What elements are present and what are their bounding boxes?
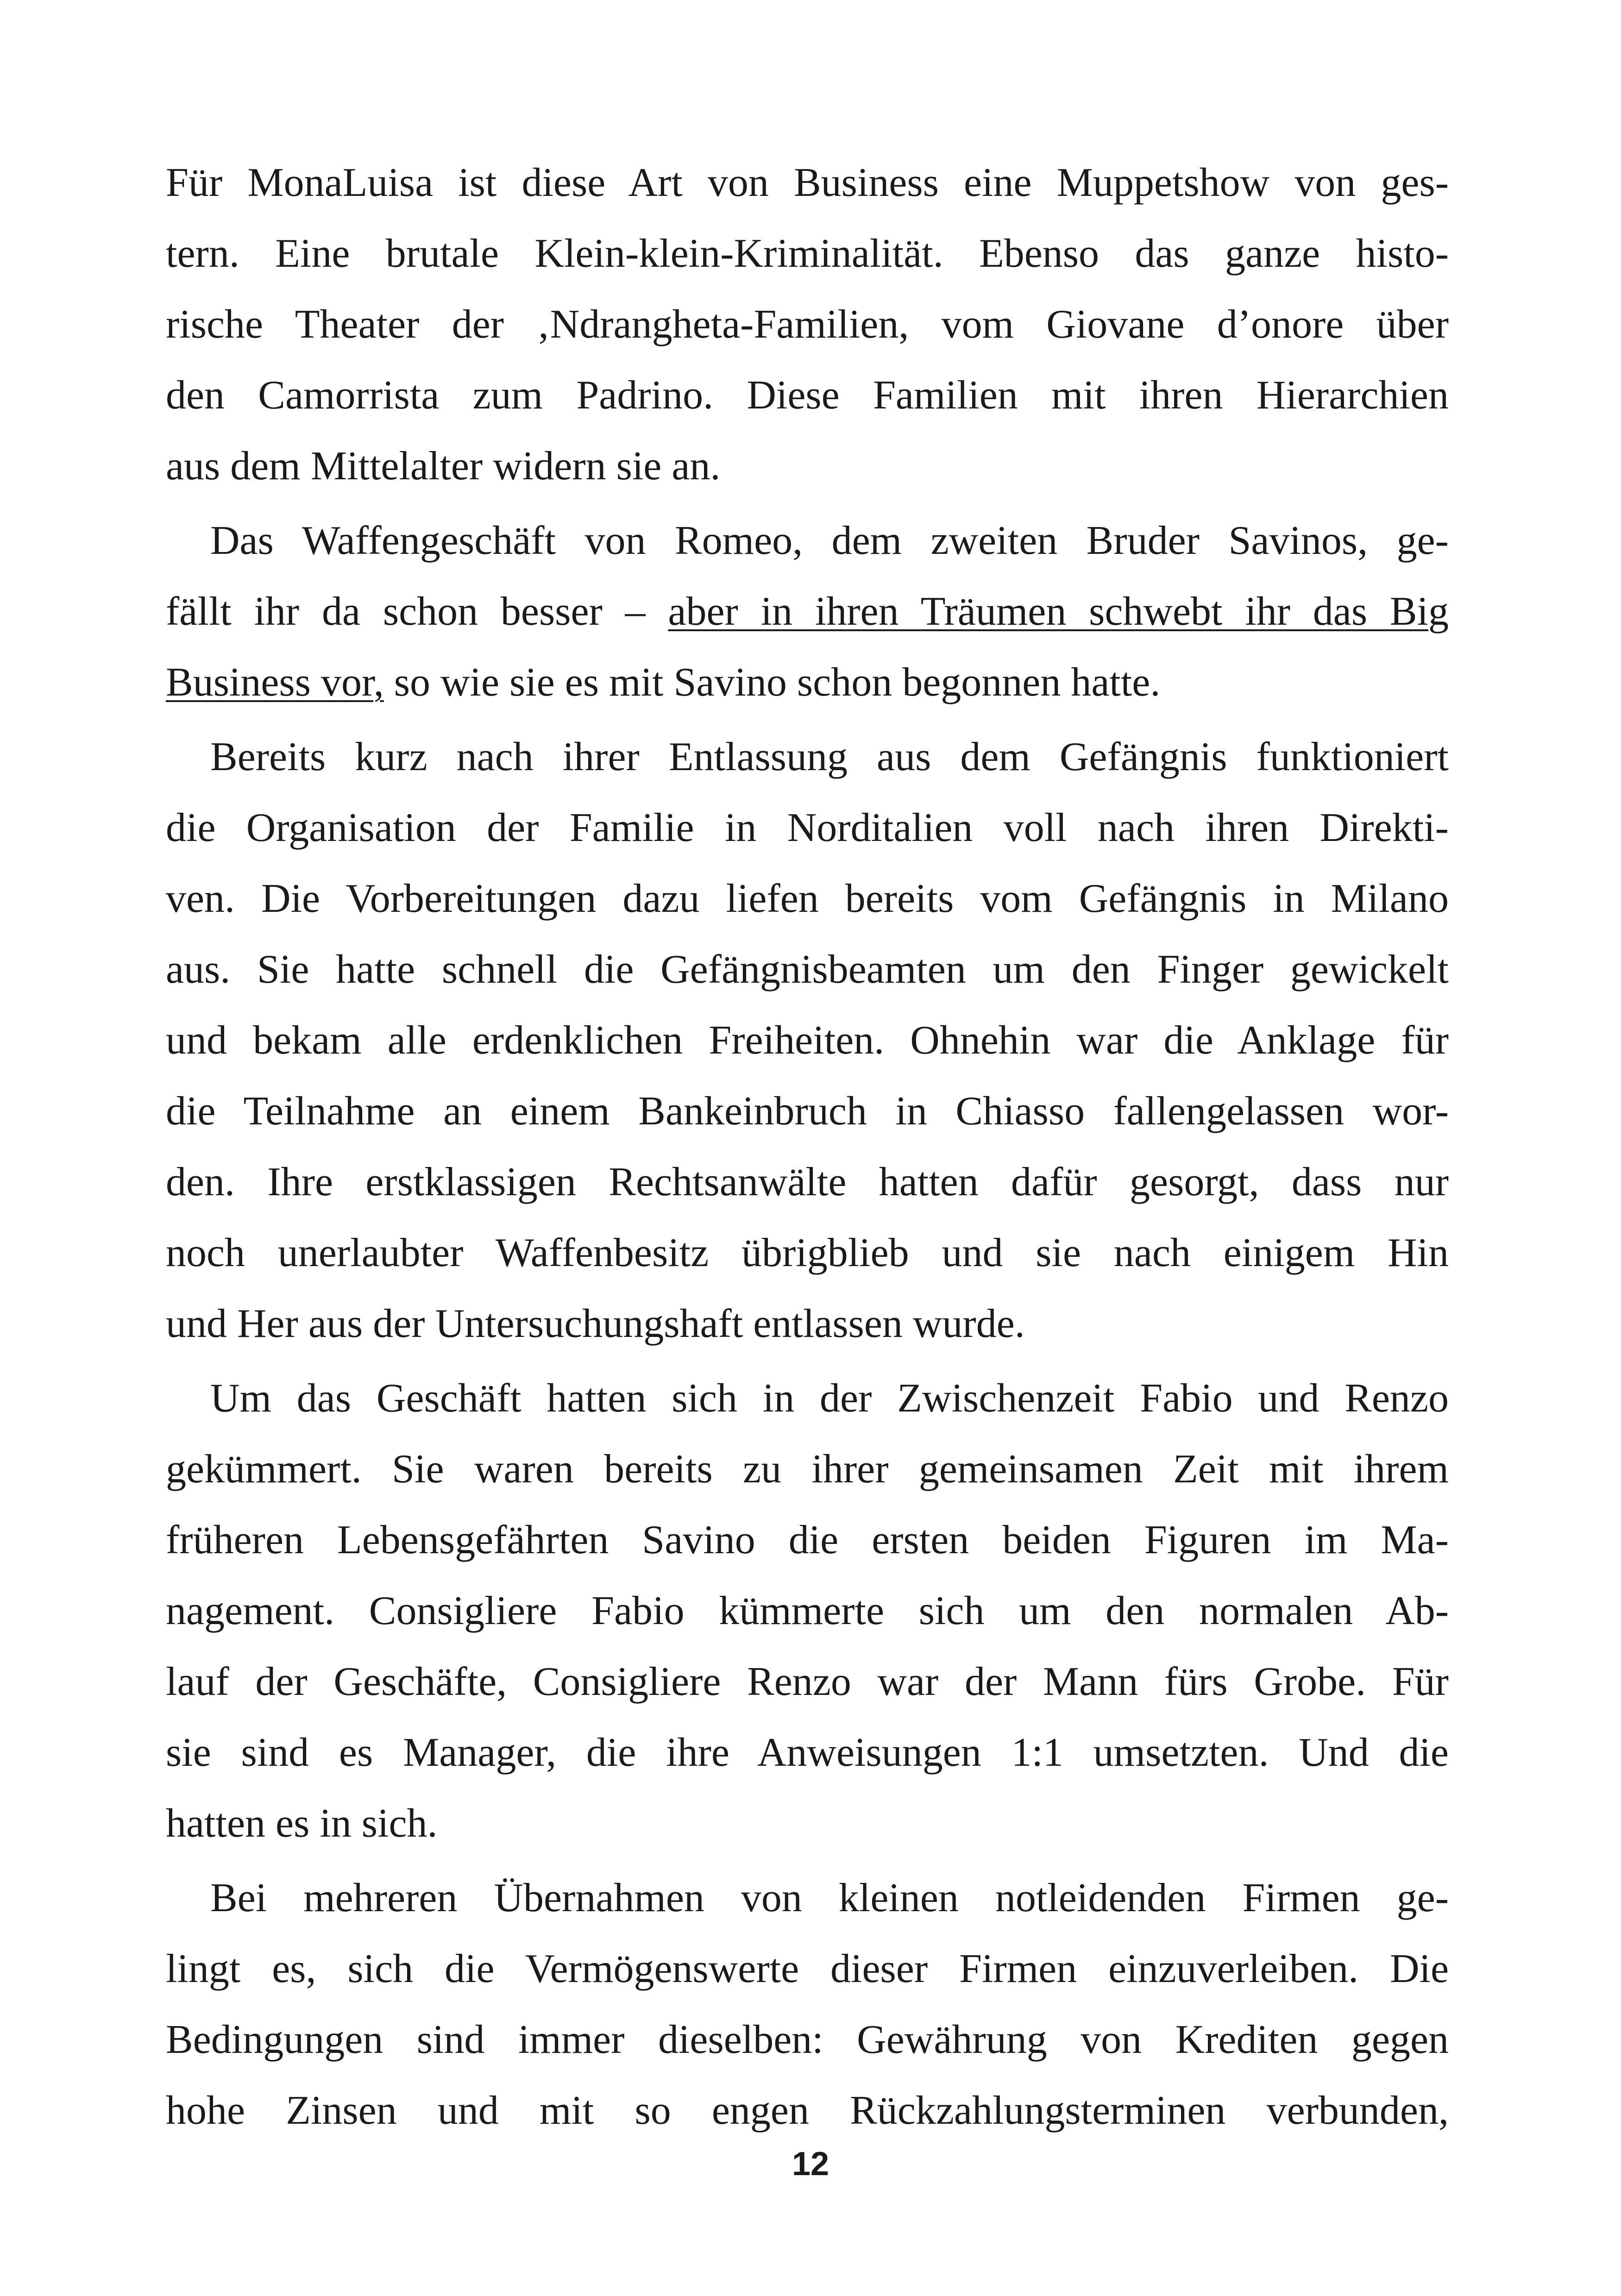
underlined-text: Business vor, [166,660,384,705]
text-line: Bedingungen sind immer dieselben: Gewährung von Krediten gegen [166,2017,1449,2062]
text-line: Für MonaLuisa ist diese Art von Business eine Muppetshow von ges- [166,160,1449,205]
body-text [166,147,1449,2150]
text-run: so wie sie es mit Savino schon begonnen hatte. [383,660,1161,705]
underlined-text: aber in ihren Träumen schwebt ihr das Big [668,589,1449,634]
paragraph-3 [166,721,1449,1359]
text-line: früheren Lebensgefährten Savino die ersten beiden Figuren im Ma- [166,1518,1449,1562]
text-line: die Organisation der Familie in Norditalien voll nach ihren Direkti- [166,805,1449,850]
text-line: hohe Zinsen und mit so engen Rückzahlungsterminen verbunden, [166,2088,1449,2133]
text-line: den Camorrista zum Padrino. Diese Familien mit ihren Hierarchien [166,373,1449,418]
text-line: und Her aus der Untersuchungshaft entlassen wurde. [166,1301,1025,1346]
text-run: fällt ihr da schon besser – [166,589,668,634]
text-line: tern. Eine brutale Klein-klein-Kriminalität. Ebenso das ganze histo- [166,231,1449,276]
text-line: Um das Geschäft hatten sich in der Zwischenzeit Fabio und Renzo [210,1376,1449,1421]
text-line: die Teilnahme an einem Bankeinbruch in Chiasso fallengelassen wor- [166,1089,1449,1134]
text-line: aus dem Mittelalter widern sie an. [166,444,721,489]
paragraph-5 [166,1863,1449,2146]
text-line: hatten es in sich. [166,1801,438,1846]
text-line: ven. Die Vorbereitungen dazu liefen bereits vom Gefängnis in Milano [166,876,1449,921]
text-line: sie sind es Manager, die ihre Anweisungen 1:1 umsetzten. Und die [166,1730,1449,1775]
text-line: lauf der Geschäfte, Consigliere Renzo war der Mann fürs Grobe. Für [166,1659,1449,1704]
text-line: nagement. Consigliere Fabio kümmerte sich um den normalen Ab- [166,1588,1449,1633]
text-line: gekümmert. Sie waren bereits zu ihrer gemeinsamen Zeit mit ihrem [166,1447,1449,1492]
paragraph-1 [166,147,1449,502]
text-line-mixed [166,576,1449,647]
text-line: und bekam alle erdenklichen Freiheiten. Ohnehin war die Anklage für [166,1018,1449,1063]
text-line: rische Theater der ‚Ndrangheta-Familien, vom Giovane d’onore über [166,302,1449,347]
text-line: Bereits kurz nach ihrer Entlassung aus dem Gefängnis funktioniert [210,734,1449,779]
text-line: Bei mehreren Übernahmen von kleinen notleidenden Firmen ge- [210,1876,1449,1920]
text-line: Das Waffengeschäft von Romeo, dem zweiten Bruder Savinos, ge- [210,518,1449,563]
text-line: aus. Sie hatte schnell die Gefängnisbeamten um den Finger gewickelt [166,947,1449,992]
text-line-mixed [166,647,1449,718]
text-line: den. Ihre erstklassigen Rechtsanwälte hatten dafür gesorgt, dass nur [166,1160,1449,1204]
page-number: 12 [792,2145,829,2183]
paragraph-2 [166,505,1449,718]
text-line: lingt es, sich die Vermögenswerte dieser Firmen einzuverleiben. Die [166,1946,1449,1991]
paragraph-4 [166,1363,1449,1859]
text-line: noch unerlaubter Waffenbesitz übrigblieb und sie nach einigem Hin [166,1230,1449,1275]
